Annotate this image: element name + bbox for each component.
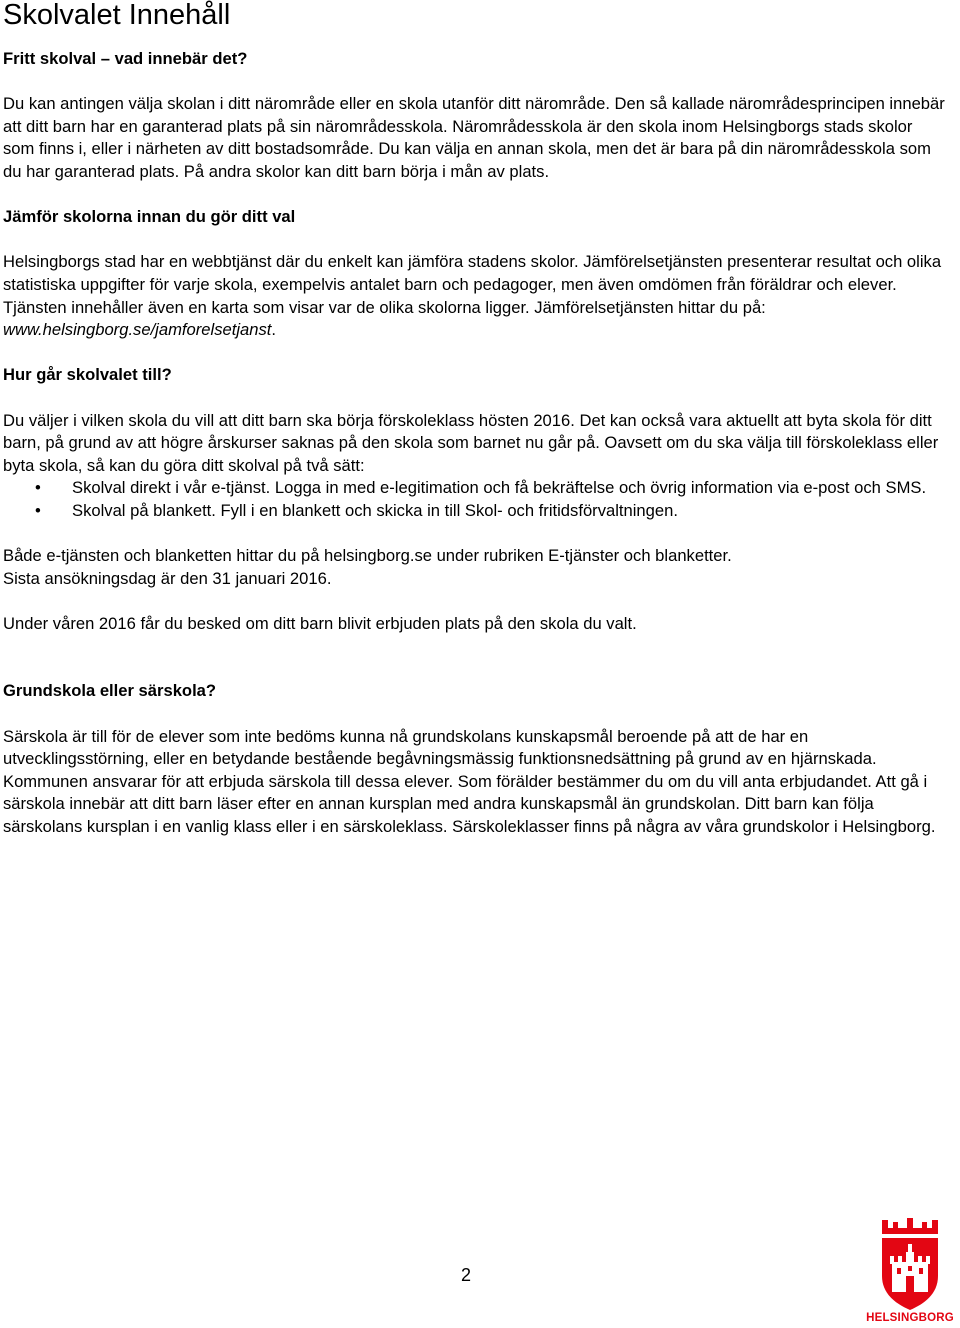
heading-hur-gar-skolvalet: Hur går skolvalet till? <box>3 365 172 385</box>
paragraph-jamfor-text: Helsingborgs stad har en webbtjänst där du enkelt kan jämföra stadens skolor. Jämförelsetjänsten presenterar resultat och olika statistiska uppgifter för varje skola, exempelvis antalet barn och pedagoger, men även omdömen från föräldrar och elever. Tjänsten innehåller även en karta som visar var de olika skolorna ligger. Jämförelsetjänsten hittar du på: <box>3 252 942 317</box>
page-title: Skolvalet Innehåll <box>3 0 231 31</box>
jamforelsetjanst-link[interactable]: www.helsingborg.se/jamforelsetjanst <box>3 320 272 340</box>
paragraph-deadline: Sista ansökningsdag är den 31 januari 2016. <box>3 568 332 588</box>
paragraph-jamfor-skolorna <box>3 251 948 341</box>
paragraph-besked: Under våren 2016 får du besked om ditt barn blivit erbjuden plats på den skola du valt. <box>3 613 637 633</box>
list-item-text: Skolval direkt i vår e-tjänst. Logga in med e-legitimation och få bekräftelse och övrig information via e-post och SMS. <box>72 478 927 498</box>
list-item-text: Skolval på blankett. Fyll i en blankett och skicka in till Skol- och fritidsförvaltningen. <box>72 500 678 520</box>
paragraph-grundskola-sarskola: Särskola är till för de elever som inte bedöms kunna nå grundskolans kunskapsmål beroende på att de har en utvecklingsstörning, eller en betydande bestående begåvningsmässig funktionsnedsättning på grund av en hjärnskada. Kommunen ansvarar för att erbjuda särskola till dessa elever. Som förälder bestämmer du om du vill anta erbjudandet. Att gå i särskola innebär att ditt barn läser efter en annan kursplan med andra kunskapsmål än grundskolan. Ditt barn kan följa särskolans kursplan i en vanlig klass eller i en särskoleklass. Särskoleklasser finns på några av våra grundskolor i Helsingborg. <box>3 726 936 836</box>
paragraph-hur-gar-skolvalet: Du väljer i vilken skola du vill att ditt barn ska börja förskoleklass hösten 2016. Det kan också vara aktuellt att byta skola för ditt barn, på grund av att högre årskurser saknas på den skola som barnet nu går på. Oavsett om du ska välja till förskoleklass eller byta skola, så kan du göra ditt skolval på två sätt: <box>3 410 939 475</box>
page-number: 2 <box>461 1265 472 1285</box>
bullet-glyph: • <box>35 478 41 498</box>
heading-jamfor-skolorna: Jämför skolorna innan du gör ditt val <box>3 207 296 227</box>
list-item <box>3 477 948 500</box>
heading-fritt-skolval: Fritt skolval – vad innebär det? <box>3 49 248 68</box>
helsingborg-logo-label: HELSINGBORG <box>866 1312 954 1324</box>
document-body <box>3 48 948 839</box>
skolval-options-list <box>3 477 948 522</box>
bullet-glyph: • <box>35 500 41 520</box>
helsingborg-crest-icon <box>862 1218 958 1312</box>
paragraph-fritt-skolval: Du kan antingen välja skolan i ditt närområde eller en skola utanför ditt närområde. Den så kallade närområdesprincipen innebär att ditt barn har en garanterad plats på sin närområdesskola. Närområdesskola är den skola inom Helsingborgs stads skolor som finns i, eller i närheten av ditt bostadsområde. Du kan välja en annan skola, men det är bara på din närområdesskola som du har garanterad plats. På andra skolor kan ditt barn börja i mån av plats. <box>3 94 945 181</box>
paragraph-e-tjanst-info: Både e-tjänsten och blanketten hittar du på helsingborg.se under rubriken E-tjänster och blanketter. <box>3 546 732 566</box>
helsingborg-logo <box>862 1218 958 1326</box>
heading-grundskola-sarskola: Grundskola eller särskola? <box>3 681 217 701</box>
list-item <box>3 500 948 523</box>
paragraph-jamfor-end: . <box>271 320 277 340</box>
